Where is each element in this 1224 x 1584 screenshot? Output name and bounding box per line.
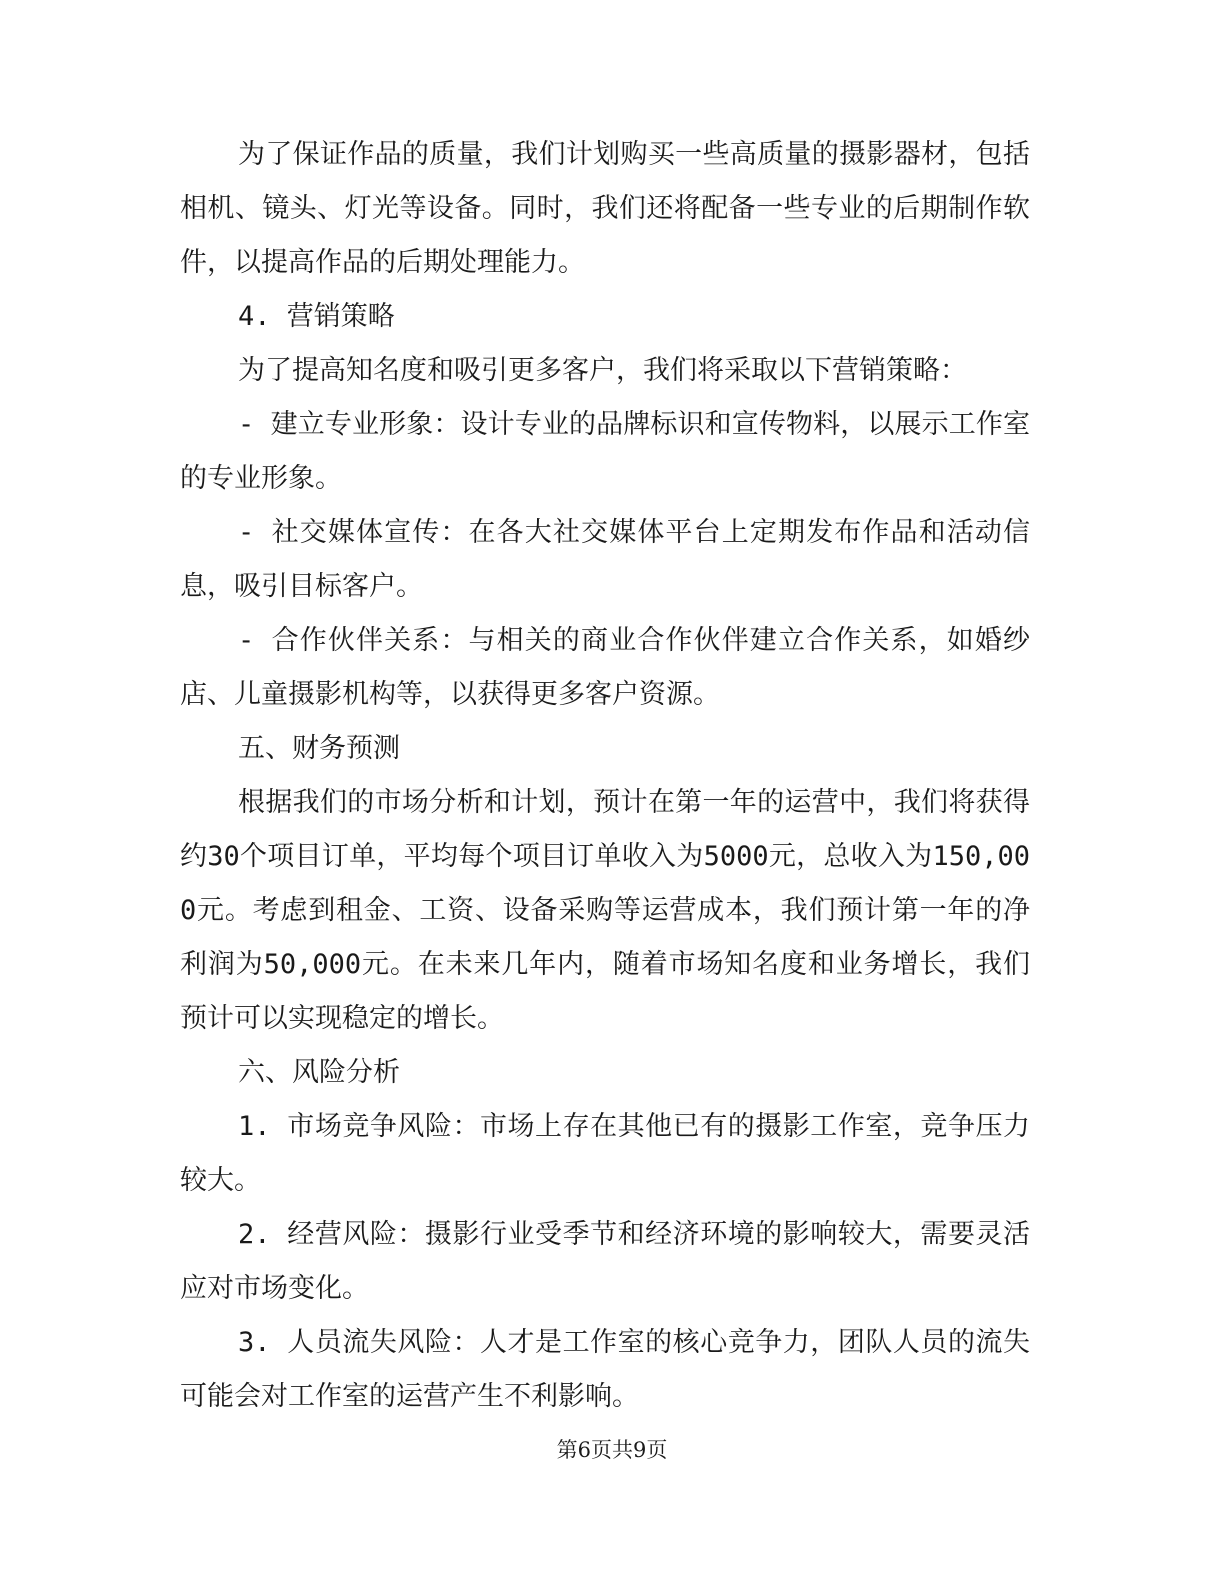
list-item-partners: - 合作伙伴关系：与相关的商业合作伙伴建立合作关系，如婚纱店、儿童摄影机构等，以获得更多客户资源。: [180, 625, 1030, 710]
document-body: [180, 128, 1030, 1424]
list-item-operation-risk: 2. 经营风险：摄影行业受季节和经济环境的影响较大，需要灵活应对市场变化。: [180, 1219, 1030, 1304]
page-number-footer: 第6页共9页: [556, 1438, 668, 1462]
paragraph-marketing-intro: 为了提高知名度和吸引更多客户，我们将采取以下营销策略：: [238, 355, 967, 386]
list-item-social-media: - 社交媒体宣传：在各大社交媒体平台上定期发布作品和活动信息，吸引目标客户。: [180, 517, 1030, 602]
paragraph-financial-forecast: 根据我们的市场分析和计划，预计在第一年的运营中，我们将获得约30个项目订单，平均每个项目订单收入为5000元，总收入为150,000元。考虑到租金、工资、设备采购等运营成本，我们预计第一年的净利润为50,000元。在未来几年内，随着市场知名度和业务增长，我们预计可以实现稳定的增长。: [180, 787, 1030, 1034]
list-item-market-risk: 1. 市场竞争风险：市场上存在其他已有的摄影工作室，竞争压力较大。: [180, 1111, 1030, 1196]
heading-risk-analysis: 六、风险分析: [238, 1057, 400, 1088]
list-item-staff-risk: 3. 人员流失风险：人才是工作室的核心竞争力，团队人员的流失可能会对工作室的运营产生不利影响。: [180, 1327, 1030, 1412]
paragraph-equipment: 为了保证作品的质量，我们计划购买一些高质量的摄影器材，包括相机、镜头、灯光等设备。同时，我们还将配备一些专业的后期制作软件，以提高作品的后期处理能力。: [180, 139, 1030, 278]
list-item-brand-image: - 建立专业形象：设计专业的品牌标识和宣传物料，以展示工作室的专业形象。: [180, 409, 1030, 494]
heading-financial-forecast: 五、财务预测: [238, 733, 400, 764]
heading-marketing-strategy: 4. 营销策略: [238, 301, 395, 332]
